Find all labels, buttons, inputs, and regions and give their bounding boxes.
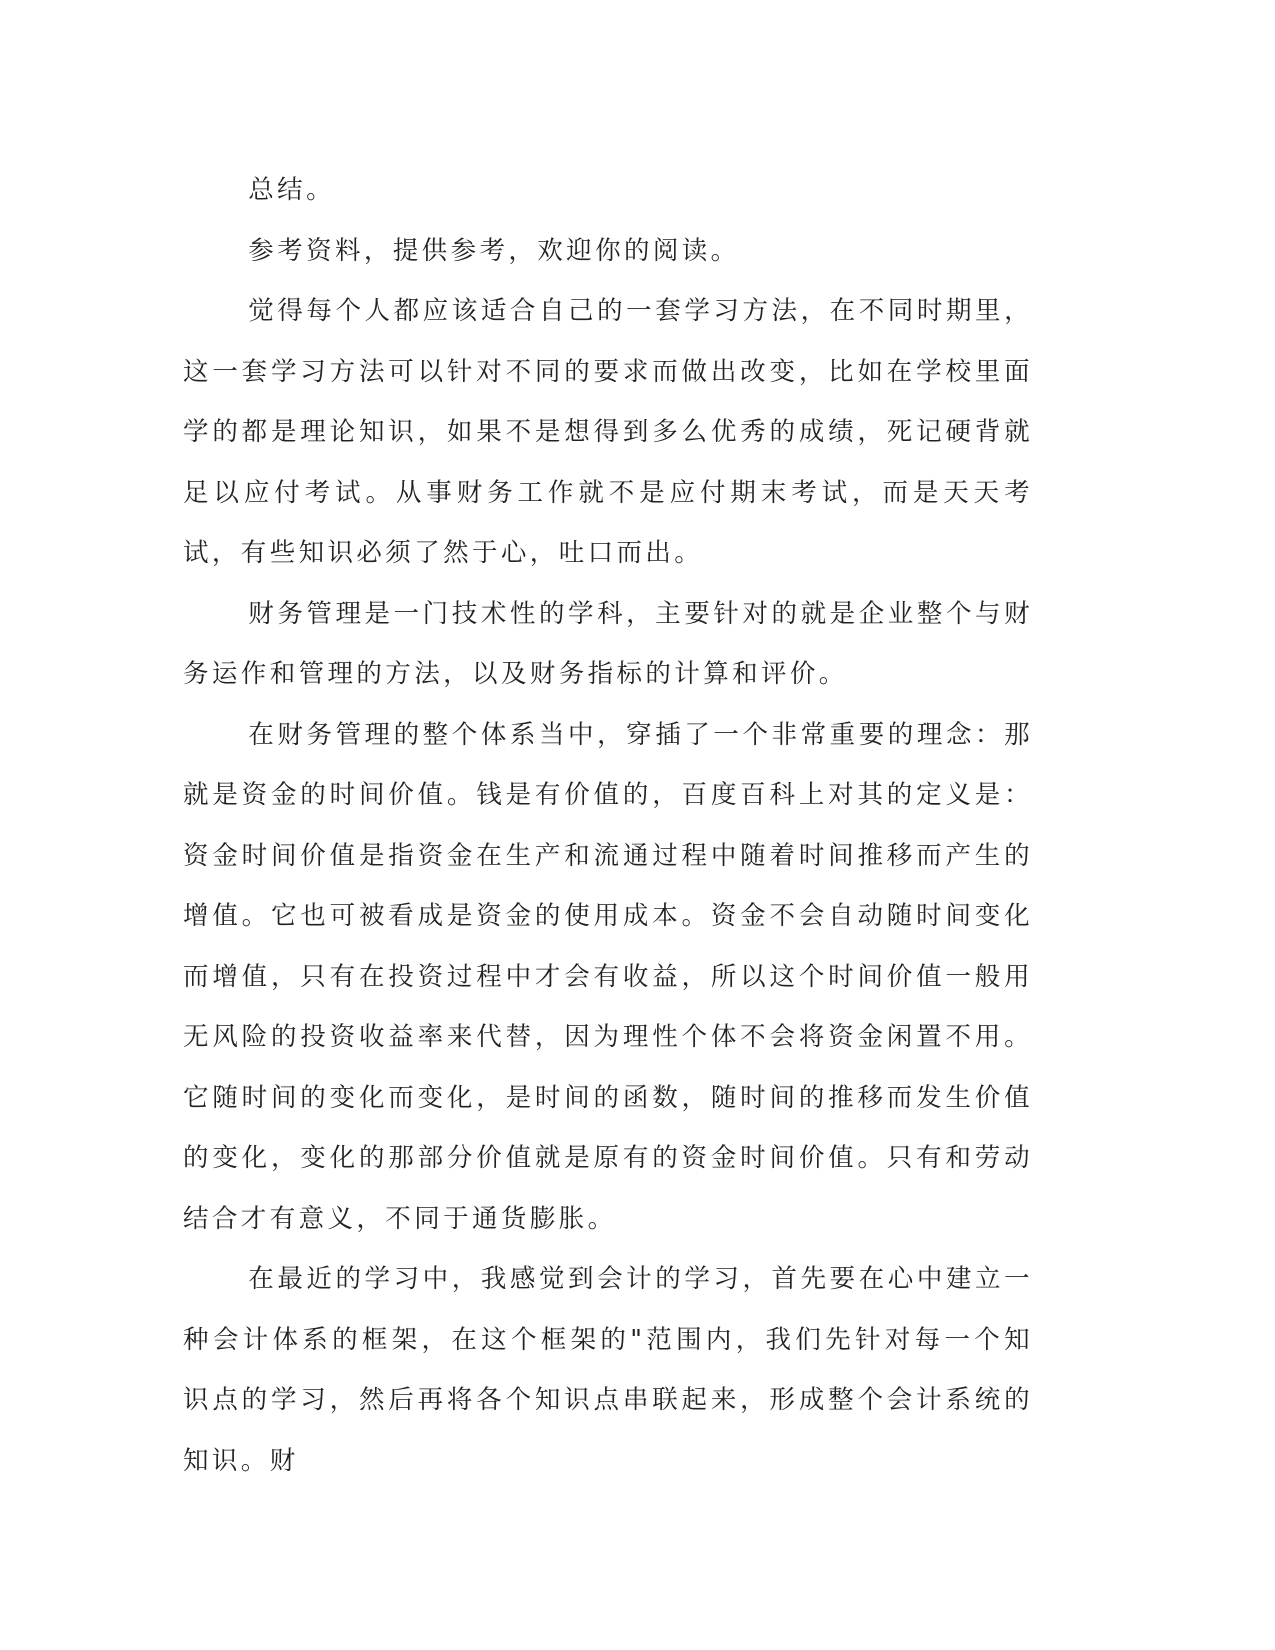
- paragraph-accounting-framework: 在最近的学习中，我感觉到会计的学习，首先要在心中建立一种会计体系的框架，在这个框架的"范围内，我们先针对每一个知识点的学习，然后再将各个知识点串联起来，形成整个会计系统的知识。财: [183, 1264, 1033, 1476]
- paragraph-reference-note: 参考资料，提供参考，欢迎你的阅读。: [248, 235, 740, 266]
- document-body: [183, 160, 1033, 1491]
- paragraph-financial-management: 财务管理是一门技术性的学科，主要针对的就是企业整个与财务运作和管理的方法，以及财务指标的计算和评价。: [183, 598, 1033, 689]
- paragraph-time-value-of-money: 在财务管理的整个体系当中，穿插了一个非常重要的理念：那就是资金的时间价值。钱是有价值的，百度百科上对其的定义是：资金时间价值是指资金在生产和流通过程中随着时间推移而产生的增值。它也可被看成是资金的使用成本。资金不会自动随时间变化而增值，只有在投资过程中才会有收益，所以这个时间价值一般用无风险的投资收益率来代替，因为理性个体不会将资金闲置不用。它随时间的变化而变化，是时间的函数，随时间的推移而发生价值的变化，变化的那部分价值就是原有的资金时间价值。只有和劳动结合才有意义，不同于通货膨胀。: [183, 719, 1033, 1234]
- paragraph-learning-method: 觉得每个人都应该适合自己的一套学习方法，在不同时期里，这一套学习方法可以针对不同的要求而做出改变，比如在学校里面学的都是理论知识，如果不是想得到多么优秀的成绩，死记硬背就足以应付考试。从事财务工作就不是应付期末考试，而是天天考试，有些知识必须了然于心，吐口而出。: [183, 296, 1033, 568]
- paragraph-summary-end: 总结。: [248, 175, 335, 205]
